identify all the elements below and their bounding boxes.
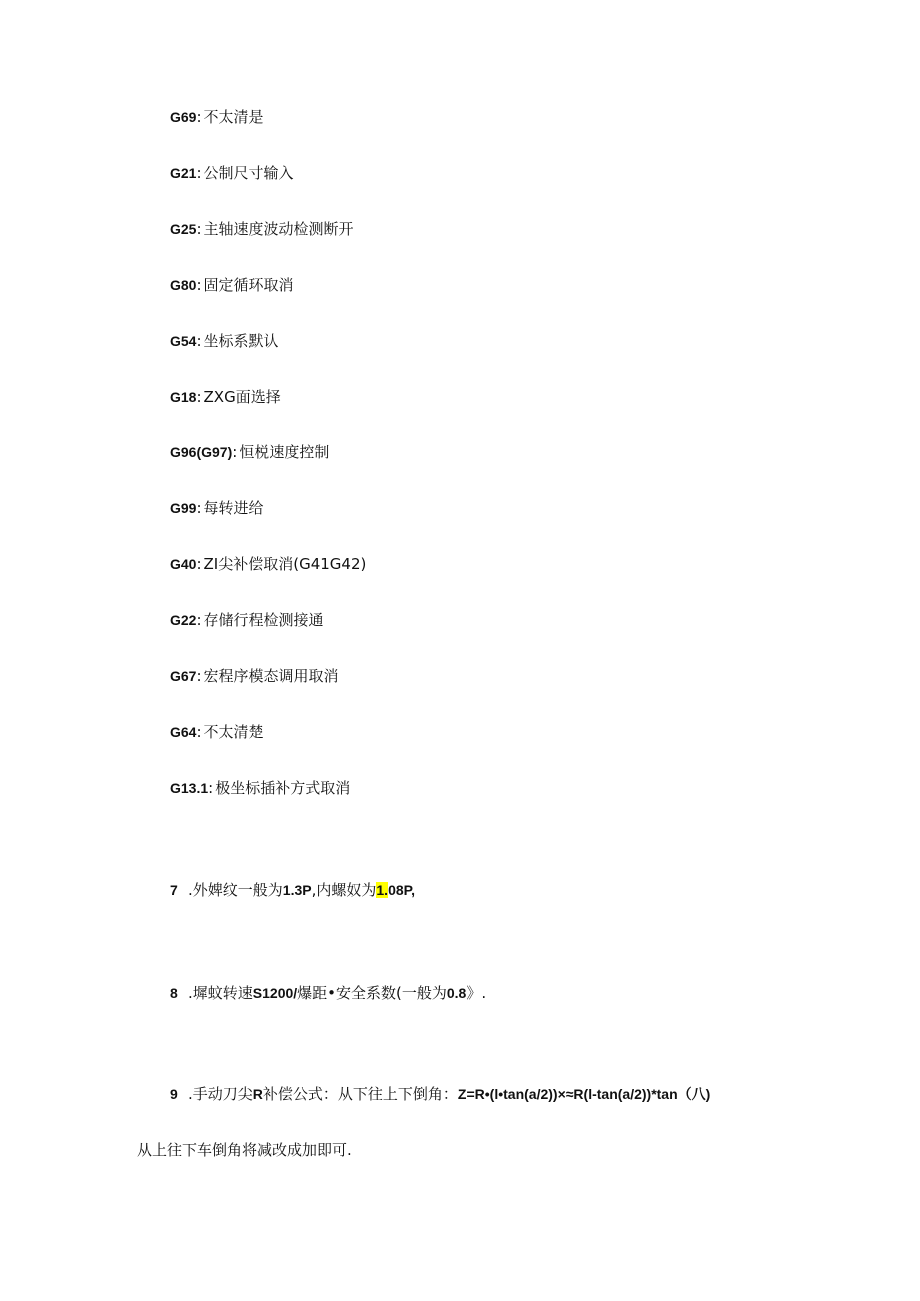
formula: Z=R•(l•tan(a/2))×≈R(l-tan(a/2))*tan（八) [457,1086,711,1102]
item-text: 补偿公式：从下往上下倒角： [262,1085,458,1103]
numbered-item-7 [170,880,415,900]
g-code-description: ZI尖补偿取消(G41G42) [203,555,367,573]
g-code-description: 恒棁速度控制 [239,443,330,461]
g-code-line [170,554,366,574]
g-code-line [170,219,354,239]
separator: : [232,443,238,461]
separator: : [196,723,202,741]
g-code-line [170,387,281,407]
item-text: .外婢纹一般为 [188,881,283,899]
highlighted-value: 1. [376,882,389,898]
g-code: G21 [170,165,197,181]
numbered-item-8 [170,983,486,1003]
item-number: 8 [170,985,178,1001]
separator: : [196,611,202,629]
g-code: G67 [170,668,197,684]
g-code-line [170,666,339,686]
numbered-item-9 [170,1084,710,1104]
g-code-line [170,722,264,742]
g-code-description: 不太清楚 [203,723,264,741]
item-text: .墀蚊转速 [188,984,253,1002]
g-code-description: 存储行程检测接通 [203,611,324,629]
g-code-line [170,107,264,127]
separator: : [196,555,202,573]
item-number: 7 [170,882,178,898]
item-text: 爆距•安全系数(一般为 [297,984,447,1002]
item-value: R [252,1086,263,1102]
g-code: G69 [170,109,197,125]
g-code: G25 [170,221,197,237]
g-code-description: 固定循环取消 [203,276,294,294]
g-code-description: 宏程序模态调用取消 [203,667,339,685]
g-code-description: 公制尺寸输入 [203,164,294,182]
item-value: 1.3P [282,882,312,898]
item-text: ,内螺奴为 [311,881,377,899]
separator: : [196,276,202,294]
g-code-description: 极坐标插补方式取消 [215,779,351,797]
g-code: G54 [170,333,197,349]
g-code-line [170,275,294,295]
separator: : [196,499,202,517]
g-code-description: 坐标系默认 [203,332,279,350]
item-value: 0.8 [446,985,467,1001]
g-code-line [170,442,329,462]
g-code-description: ZXG面选择 [203,388,281,406]
item-value: 08P [388,882,412,898]
item-value: S1200/ [252,985,298,1001]
g-code-description: 主轴速度波动检测断开 [203,220,354,238]
separator: : [196,220,202,238]
separator: : [208,779,214,797]
item-text: .手动刀尖 [188,1085,253,1103]
item-tail: 》. [466,984,487,1002]
g-code-line [170,163,294,183]
closing-line: 从上往下车倒角将减改成加即可. [137,1141,352,1159]
item-number: 9 [170,1086,178,1102]
g-code: G99 [170,500,197,516]
g-code-line [170,610,324,630]
g-code: G80 [170,277,197,293]
separator: : [196,164,202,182]
g-code-description: 不太清是 [203,108,264,126]
g-code: G64 [170,724,197,740]
g-code-line [170,778,350,798]
separator: : [196,332,202,350]
g-code-line [170,331,279,351]
separator: : [196,108,202,126]
g-code: G18 [170,389,197,405]
item-tail: , [411,882,416,898]
separator: : [196,667,202,685]
g-code: G40 [170,556,197,572]
separator: : [196,388,202,406]
g-code: G96(G97) [170,444,233,460]
g-code-line [170,498,264,518]
g-code: G22 [170,612,197,628]
g-code: G13.1 [170,780,209,796]
g-code-description: 每转进给 [203,499,264,517]
